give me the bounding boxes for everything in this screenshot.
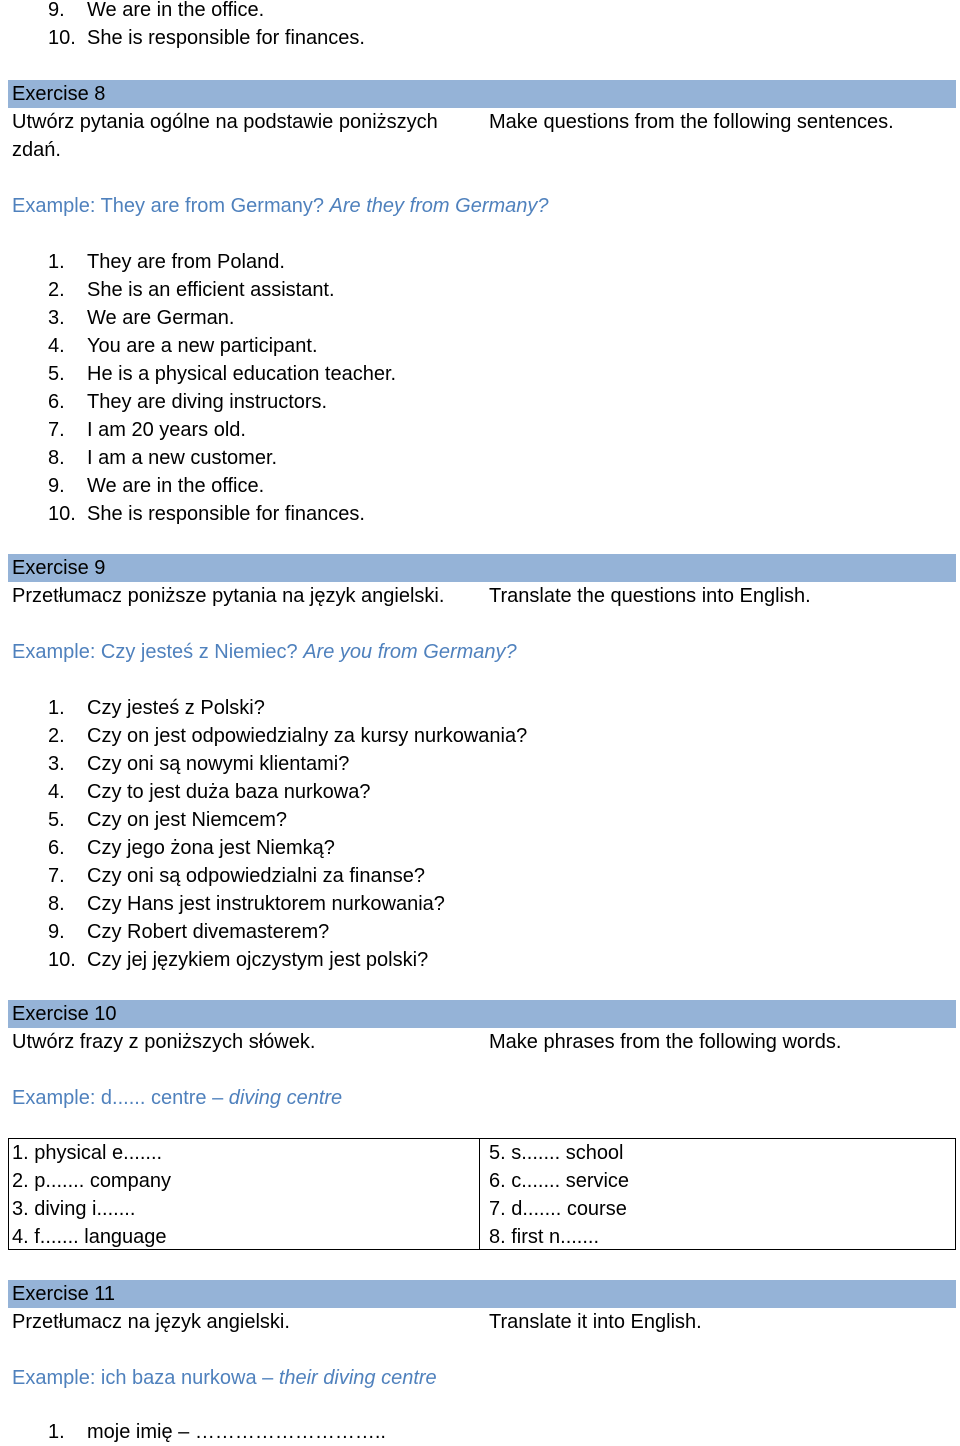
item-text: We are in the office. [87,475,265,497]
item-number: 6. [48,837,65,859]
item-text: They are diving instructors. [87,391,328,413]
exercise-11-example [12,1364,437,1392]
example-answer: Are you from Germany? [303,641,517,663]
exercise-10-word-table [8,1138,956,1250]
item-text: He is a physical education teacher. [87,363,397,385]
table-cell: 4. f....... language [12,1226,167,1248]
exercise-8-instruction-pl-cont: zdań. [12,139,61,161]
item-text: I am 20 years old. [87,419,246,441]
exercise-8-title: Exercise 8 [8,80,956,108]
example-answer: diving centre [228,1087,343,1109]
exercise-10-instruction-en: Make phrases from the following words. [489,1031,842,1053]
table-cell: 3. diving i....... [12,1198,136,1220]
table-cell: 5. s....... school [489,1142,624,1164]
item-number: 1. [48,1421,65,1443]
item-number: 10. [48,27,76,49]
item-text: Czy jesteś z Polski? [87,697,265,719]
item-number: 7. [48,419,65,441]
exercise-11-instruction-pl: Przetłumacz na język angielski. [12,1311,290,1333]
item-text: Czy oni są nowymi klientami? [87,753,350,775]
item-text: I am a new customer. [87,447,278,469]
example-prompt: Example: d...... centre – [12,1087,224,1109]
item-text: Czy Hans jest instruktorem nurkowania? [87,893,445,915]
item-text: Czy jego żona jest Niemką? [87,837,335,859]
item-number: 9. [48,0,65,21]
item-text: She is responsible for finances. [87,503,365,525]
example-prompt: Example: ich baza nurkowa – [12,1367,274,1389]
item-number: 8. [48,447,65,469]
item-text: Czy on jest odpowiedzialny za kursy nurkowania? [87,725,528,747]
item-number: 10. [48,503,76,525]
exercise-11-instruction-en: Translate it into English. [489,1311,702,1333]
item-text: Czy to jest duża baza nurkowa? [87,781,371,803]
exercise-8-instruction-en: Make questions from the following sentences. [489,111,894,133]
table-cell: 1. physical e....... [12,1142,163,1164]
example-prompt: Example: They are from Germany? [12,195,324,217]
item-number: 2. [48,725,65,747]
table-cell: 8. first n....... [489,1226,600,1248]
item-number: 1. [48,697,65,719]
item-number: 9. [48,475,65,497]
table-cell: 6. c....... service [489,1170,630,1192]
table-cell: 2. p....... company [12,1170,171,1192]
exercise-10-example [12,1084,342,1112]
item-text: Czy Robert divemasterem? [87,921,330,943]
item-text: Czy on jest Niemcem? [87,809,288,831]
exercise-11-title: Exercise 11 [8,1280,956,1308]
item-text: We are German. [87,307,235,329]
item-text: moje imię – ……………………….. [87,1421,386,1443]
table-cell: 7. d....... course [489,1198,627,1220]
item-text: Czy jej językiem ojczystym jest polski? [87,949,429,971]
example-answer: their diving centre [278,1367,437,1389]
exercise-10-title: Exercise 10 [8,1000,956,1028]
exercise-10-instruction-pl: Utwórz frazy z poniższych słówek. [12,1031,316,1053]
item-number: 8. [48,893,65,915]
item-number: 6. [48,391,65,413]
item-number: 7. [48,865,65,887]
item-number: 1. [48,251,65,273]
item-text: Czy oni są odpowiedzialni za finanse? [87,865,425,887]
item-number: 2. [48,279,65,301]
item-number: 9. [48,921,65,943]
item-text: She is responsible for finances. [87,27,365,49]
exercise-9-instruction-pl: Przetłumacz poniższe pytania na język angielski. [12,585,445,607]
item-number: 10. [48,949,76,971]
item-text: We are in the office. [87,0,265,21]
exercise-9-example [12,638,517,666]
item-number: 4. [48,781,65,803]
item-number: 3. [48,307,65,329]
exercise-8-example [12,192,549,220]
item-text: She is an efficient assistant. [87,279,335,301]
item-text: They are from Poland. [87,251,285,273]
exercise-9-title: Exercise 9 [8,554,956,582]
exercise-9-instruction-en: Translate the questions into English. [489,585,811,607]
item-number: 5. [48,809,65,831]
item-text: You are a new participant. [87,335,318,357]
item-number: 5. [48,363,65,385]
exercise-8-instruction-pl: Utwórz pytania ogólne na podstawie poniższych [12,111,438,133]
item-number: 4. [48,335,65,357]
item-number: 3. [48,753,65,775]
example-prompt: Example: Czy jesteś z Niemiec? [12,641,298,663]
table-divider [479,1139,480,1249]
example-answer: Are they from Germany? [329,195,549,217]
